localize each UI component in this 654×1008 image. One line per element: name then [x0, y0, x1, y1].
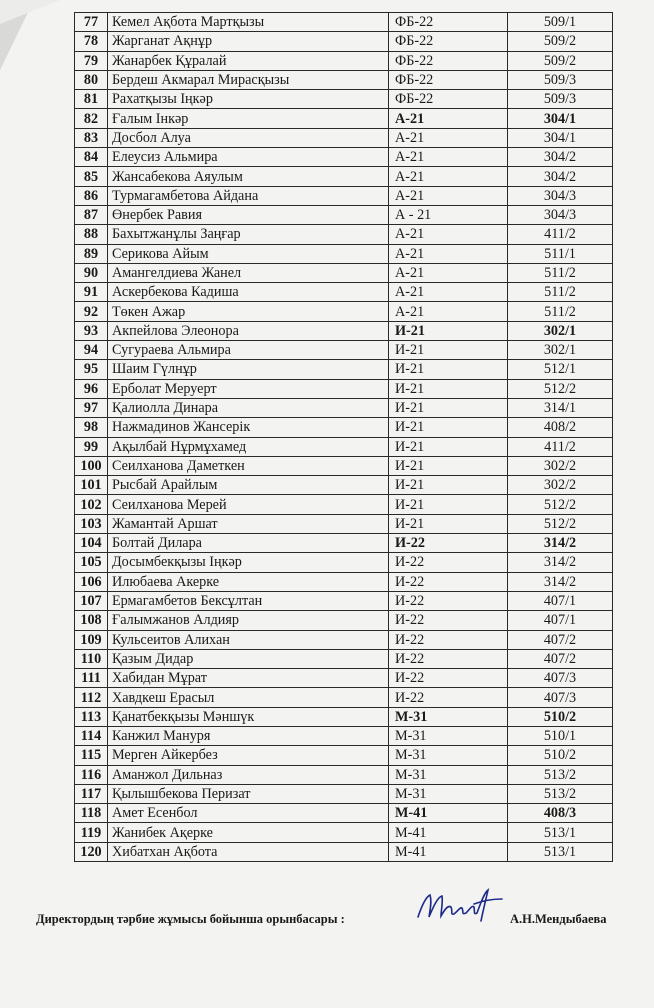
table-row	[75, 611, 613, 630]
group-code: А-21	[389, 109, 508, 128]
table-row	[75, 804, 613, 823]
room-number: 407/3	[508, 688, 613, 707]
table-row	[75, 70, 613, 89]
table-row	[75, 321, 613, 340]
table-row	[75, 649, 613, 668]
group-code: А-21	[389, 283, 508, 302]
group-code: ФБ-22	[389, 13, 508, 32]
student-name: Сеилханова Даметкен	[108, 456, 389, 475]
student-name: Жарганат Ақнұр	[108, 32, 389, 51]
table-row	[75, 167, 613, 186]
table-row	[75, 707, 613, 726]
room-number: 511/2	[508, 283, 613, 302]
group-code: ФБ-22	[389, 90, 508, 109]
room-number: 302/2	[508, 456, 613, 475]
group-code: И-21	[389, 456, 508, 475]
room-number: 407/2	[508, 630, 613, 649]
room-number: 509/1	[508, 13, 613, 32]
student-name: Төкен Ажар	[108, 302, 389, 321]
row-number: 78	[75, 32, 108, 51]
table-row	[75, 418, 613, 437]
student-name: Қалиолла Динара	[108, 398, 389, 417]
group-code: И-21	[389, 321, 508, 340]
room-number: 512/2	[508, 495, 613, 514]
room-number: 411/2	[508, 225, 613, 244]
group-code: А-21	[389, 128, 508, 147]
row-number: 114	[75, 726, 108, 745]
row-number: 101	[75, 476, 108, 495]
room-number: 509/2	[508, 32, 613, 51]
group-code: М-41	[389, 842, 508, 861]
room-number: 407/2	[508, 649, 613, 668]
table-row	[75, 32, 613, 51]
group-code: А-21	[389, 244, 508, 263]
group-code: М-31	[389, 707, 508, 726]
group-code: ФБ-22	[389, 51, 508, 70]
room-number: 314/2	[508, 553, 613, 572]
student-name: Ғалымжанов Алдияр	[108, 611, 389, 630]
row-number: 84	[75, 148, 108, 167]
student-name: Досымбекқызы Іңкәр	[108, 553, 389, 572]
room-number: 512/1	[508, 360, 613, 379]
room-number: 302/1	[508, 341, 613, 360]
student-name: Сугураева Альмира	[108, 341, 389, 360]
group-code: И-21	[389, 514, 508, 533]
table-row	[75, 13, 613, 32]
room-number: 513/1	[508, 823, 613, 842]
group-code: ФБ-22	[389, 32, 508, 51]
table-row	[75, 746, 613, 765]
row-number: 89	[75, 244, 108, 263]
room-number: 512/2	[508, 514, 613, 533]
group-code: ФБ-22	[389, 70, 508, 89]
row-number: 85	[75, 167, 108, 186]
row-number: 93	[75, 321, 108, 340]
table-row	[75, 765, 613, 784]
row-number: 107	[75, 591, 108, 610]
student-name: Хибатхан Ақбота	[108, 842, 389, 861]
room-number: 304/3	[508, 205, 613, 224]
room-number: 510/2	[508, 707, 613, 726]
student-name: Жанибек Ақерке	[108, 823, 389, 842]
student-name: Хавдкеш Ерасыл	[108, 688, 389, 707]
table-row	[75, 823, 613, 842]
table-row	[75, 263, 613, 282]
student-name: Қазым Дидар	[108, 649, 389, 668]
room-number: 304/2	[508, 148, 613, 167]
room-number: 314/2	[508, 572, 613, 591]
table-row	[75, 726, 613, 745]
student-table	[74, 12, 613, 862]
student-name: Рысбай Арайлым	[108, 476, 389, 495]
room-number: 407/3	[508, 669, 613, 688]
room-number: 512/2	[508, 379, 613, 398]
room-number: 302/2	[508, 476, 613, 495]
student-name: Бердеш Акмарал Мирасқызы	[108, 70, 389, 89]
page-fold-shadow	[0, 0, 60, 24]
room-number: 511/2	[508, 263, 613, 282]
group-code: И-22	[389, 669, 508, 688]
student-name: Амангелдиева Жанел	[108, 263, 389, 282]
room-number: 411/2	[508, 437, 613, 456]
table-row	[75, 534, 613, 553]
row-number: 99	[75, 437, 108, 456]
room-number: 314/2	[508, 534, 613, 553]
group-code: И-22	[389, 553, 508, 572]
table-row	[75, 109, 613, 128]
room-number: 304/1	[508, 128, 613, 147]
group-code: И-21	[389, 418, 508, 437]
table-row	[75, 379, 613, 398]
table-row	[75, 225, 613, 244]
group-code: И-21	[389, 341, 508, 360]
row-number: 118	[75, 804, 108, 823]
row-number: 115	[75, 746, 108, 765]
row-number: 88	[75, 225, 108, 244]
row-number: 120	[75, 842, 108, 861]
room-number: 314/1	[508, 398, 613, 417]
row-number: 102	[75, 495, 108, 514]
group-code: И-22	[389, 688, 508, 707]
row-number: 110	[75, 649, 108, 668]
student-name: Сеилханова Мерей	[108, 495, 389, 514]
room-number: 509/2	[508, 51, 613, 70]
student-name: Жамантай Аршат	[108, 514, 389, 533]
row-number: 81	[75, 90, 108, 109]
student-table-body	[75, 13, 613, 862]
row-number: 109	[75, 630, 108, 649]
student-name: Ғалым Інкәр	[108, 109, 389, 128]
table-row	[75, 591, 613, 610]
group-code: А-21	[389, 186, 508, 205]
row-number: 116	[75, 765, 108, 784]
row-number: 105	[75, 553, 108, 572]
row-number: 87	[75, 205, 108, 224]
student-name: Турмагамбетова Айдана	[108, 186, 389, 205]
group-code: И-21	[389, 437, 508, 456]
group-code: И-21	[389, 379, 508, 398]
row-number: 94	[75, 341, 108, 360]
table-row	[75, 128, 613, 147]
row-number: 111	[75, 669, 108, 688]
row-number: 104	[75, 534, 108, 553]
student-name: Қанатбекқызы Мәншүк	[108, 707, 389, 726]
student-name: Аманжол Дильназ	[108, 765, 389, 784]
student-name: Елеусиз Альмира	[108, 148, 389, 167]
table-row	[75, 630, 613, 649]
group-code: А-21	[389, 167, 508, 186]
room-number: 304/3	[508, 186, 613, 205]
room-number: 408/3	[508, 804, 613, 823]
group-code: И-21	[389, 360, 508, 379]
group-code: И-22	[389, 572, 508, 591]
student-name: Жанарбек Құралай	[108, 51, 389, 70]
student-name: Ақылбай Нұрмұхамед	[108, 437, 389, 456]
table-row	[75, 398, 613, 417]
room-number: 513/2	[508, 765, 613, 784]
row-number: 95	[75, 360, 108, 379]
student-name: Ерболат Меруерт	[108, 379, 389, 398]
room-number: 304/1	[508, 109, 613, 128]
group-code: И-21	[389, 476, 508, 495]
room-number: 407/1	[508, 591, 613, 610]
student-name: Досбол Алуа	[108, 128, 389, 147]
table-row	[75, 341, 613, 360]
student-name: Болтай Дилара	[108, 534, 389, 553]
room-number: 408/2	[508, 418, 613, 437]
handwritten-signature	[414, 887, 506, 927]
table-row	[75, 302, 613, 321]
group-code: И-22	[389, 630, 508, 649]
footer-position-label: Директордың тәрбие жұмысы бойынша орынбасары :	[36, 912, 345, 926]
row-number: 80	[75, 70, 108, 89]
student-name: Қылышбекова Перизат	[108, 784, 389, 803]
row-number: 98	[75, 418, 108, 437]
group-code: М-31	[389, 746, 508, 765]
group-code: И-22	[389, 591, 508, 610]
room-number: 304/2	[508, 167, 613, 186]
row-number: 90	[75, 263, 108, 282]
group-code: А-21	[389, 263, 508, 282]
table-row	[75, 90, 613, 109]
student-name: Ермагамбетов Бексұлтан	[108, 591, 389, 610]
student-name: Кульсеитов Алихан	[108, 630, 389, 649]
signer-name: А.Н.Мендыбаева	[510, 912, 607, 926]
row-number: 113	[75, 707, 108, 726]
group-code: М-41	[389, 804, 508, 823]
group-code: М-31	[389, 765, 508, 784]
row-number: 106	[75, 572, 108, 591]
student-name: Шаим Гүлнұр	[108, 360, 389, 379]
group-code: А-21	[389, 148, 508, 167]
table-row	[75, 476, 613, 495]
room-number: 510/2	[508, 746, 613, 765]
group-code: А - 21	[389, 205, 508, 224]
group-code: А-21	[389, 302, 508, 321]
student-name: Хабидан Мұрат	[108, 669, 389, 688]
student-name: Илюбаева Акерке	[108, 572, 389, 591]
student-name: Акпейлова Элеонора	[108, 321, 389, 340]
row-number: 77	[75, 13, 108, 32]
student-name: Рахатқызы Іңкәр	[108, 90, 389, 109]
group-code: А-21	[389, 225, 508, 244]
student-name: Канжил Мануря	[108, 726, 389, 745]
table-row	[75, 495, 613, 514]
student-name: Жансабекова Аяулым	[108, 167, 389, 186]
table-row	[75, 205, 613, 224]
group-code: И-22	[389, 611, 508, 630]
row-number: 79	[75, 51, 108, 70]
group-code: И-21	[389, 398, 508, 417]
table-row	[75, 572, 613, 591]
table-row	[75, 437, 613, 456]
row-number: 91	[75, 283, 108, 302]
student-name: Мерген Айкербез	[108, 746, 389, 765]
group-code: М-31	[389, 784, 508, 803]
table-row	[75, 360, 613, 379]
student-name: Өнербек Равия	[108, 205, 389, 224]
group-code: М-31	[389, 726, 508, 745]
room-number: 511/2	[508, 302, 613, 321]
row-number: 82	[75, 109, 108, 128]
group-code: М-41	[389, 823, 508, 842]
table-row	[75, 842, 613, 861]
room-number: 513/2	[508, 784, 613, 803]
table-row	[75, 244, 613, 263]
row-number: 83	[75, 128, 108, 147]
table-row	[75, 283, 613, 302]
group-code: И-21	[389, 495, 508, 514]
room-number: 510/1	[508, 726, 613, 745]
table-row	[75, 784, 613, 803]
student-name: Аскербекова Кадиша	[108, 283, 389, 302]
room-number: 407/1	[508, 611, 613, 630]
row-number: 103	[75, 514, 108, 533]
group-code: И-22	[389, 649, 508, 668]
room-number: 302/1	[508, 321, 613, 340]
row-number: 119	[75, 823, 108, 842]
room-number: 509/3	[508, 90, 613, 109]
row-number: 117	[75, 784, 108, 803]
table-row	[75, 514, 613, 533]
row-number: 108	[75, 611, 108, 630]
student-name: Бахытжанұлы Заңғар	[108, 225, 389, 244]
student-name: Серикова Айым	[108, 244, 389, 263]
student-name: Амет Есенбол	[108, 804, 389, 823]
row-number: 112	[75, 688, 108, 707]
table-row	[75, 148, 613, 167]
row-number: 86	[75, 186, 108, 205]
group-code: И-22	[389, 534, 508, 553]
row-number: 96	[75, 379, 108, 398]
room-number: 513/1	[508, 842, 613, 861]
room-number: 509/3	[508, 70, 613, 89]
table-row	[75, 553, 613, 572]
table-row	[75, 669, 613, 688]
room-number: 511/1	[508, 244, 613, 263]
table-row	[75, 456, 613, 475]
table-row	[75, 51, 613, 70]
table-row	[75, 186, 613, 205]
student-name: Нажмадинов Жансерік	[108, 418, 389, 437]
row-number: 97	[75, 398, 108, 417]
table-row	[75, 688, 613, 707]
row-number: 100	[75, 456, 108, 475]
row-number: 92	[75, 302, 108, 321]
student-name: Кемел Ақбота Мартқызы	[108, 13, 389, 32]
signature-footer	[36, 905, 626, 935]
